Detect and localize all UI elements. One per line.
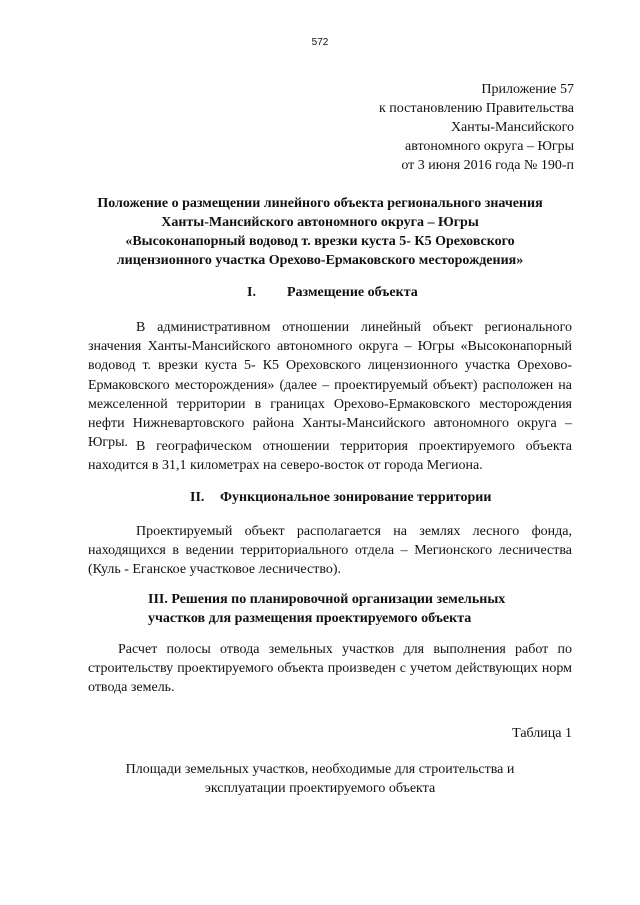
section-number: II. — [190, 490, 205, 505]
section-3-heading — [148, 590, 505, 628]
title-line: «Высоконапорный водовод т. врезки куста 5- К5 Ореховского — [125, 234, 515, 249]
appendix-line: автономного округа – Югры — [405, 139, 574, 154]
title-line: лицензионного участка Орехово-Ермаковского месторождения» — [116, 253, 524, 268]
appendix-line: Приложение 57 — [481, 82, 574, 97]
table-label: Таблица 1 — [512, 726, 572, 741]
section-3-paragraph-1: Расчет полосы отвода земельных участков для выполнения работ по строительству проектируемого объекта произведен с учетом действующих норм отвода земель. — [88, 642, 572, 696]
caption-line: эксплуатации проектируемого объекта — [204, 781, 436, 796]
section-2-paragraph-1: Проектируемый объект располагается на землях лесного фонда, находящихся в ведении территориального отдела – Мегионского лесничества (Куль - Еганское участковое лесничество). — [88, 524, 572, 578]
section-number: I. — [247, 285, 256, 300]
document-title — [70, 194, 570, 270]
appendix-reference — [379, 80, 574, 175]
caption-line: Площади земельных участков, необходимые для строительства и — [125, 762, 515, 777]
section-title-line: участков для размещения проектируемого объекта — [148, 611, 472, 626]
section-1-paragraph-1: В административном отношении линейный объект регионального значения Ханты-Мансийского автономного округа – Югры «Высоконапорный водовод т. врезки куста 5- К5 Ореховского лицензионного участка Орехово-Ермаковского месторождения» (далее – проектируемый объект) расположен на межселенной территории в границах Орехово-Ермаковского месторождения нефти Нижневартовского района Ханты-Мансийского автономного округа – Югры. — [88, 320, 572, 451]
section-1-paragraph-2: В географическом отношении территория проектируемого объекта находится в 31,1 километрах на северо-восток от города Мегиона. — [88, 439, 572, 474]
appendix-line: к постановлению Правительства — [378, 101, 574, 116]
section-1-heading — [247, 283, 418, 302]
title-line: Положение о размещении линейного объекта регионального значения — [97, 196, 543, 211]
page-number: 572 — [311, 37, 329, 48]
section-title: Размещение объекта — [287, 285, 418, 300]
section-title: Функциональное зонирование территории — [220, 490, 492, 505]
appendix-line: от 3 июня 2016 года № 190-п — [401, 158, 574, 173]
title-line: Ханты-Мансийского автономного округа – Югры — [161, 215, 479, 230]
section-2-heading — [190, 488, 491, 507]
appendix-line: Ханты-Мансийского — [450, 120, 574, 135]
section-title-line: III. Решения по планировочной организации земельных — [148, 592, 506, 607]
table-caption — [70, 760, 570, 798]
